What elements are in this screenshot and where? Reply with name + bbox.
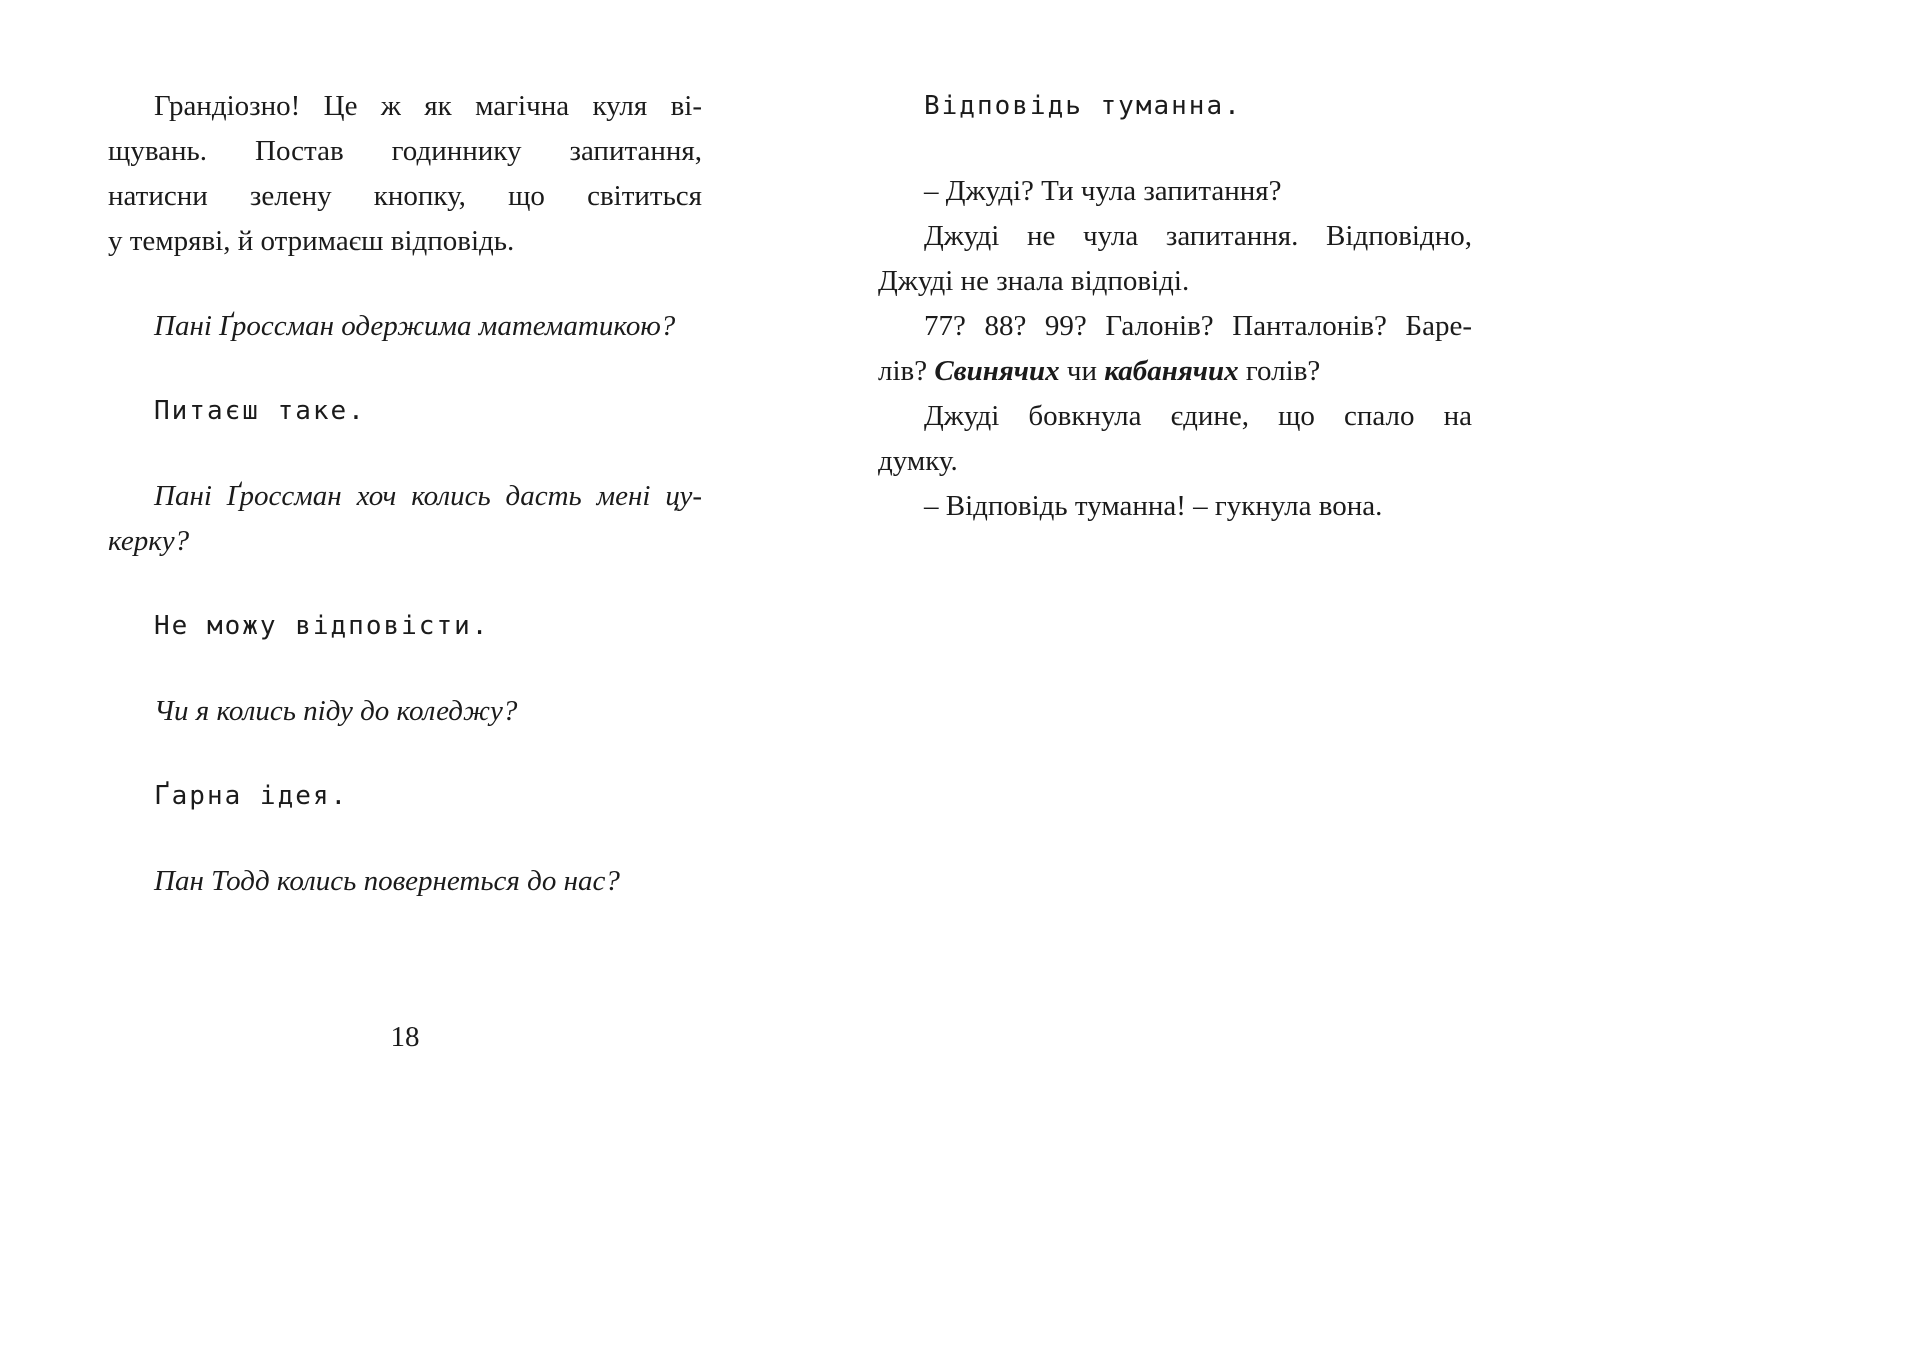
- text-segment: – Відповідь туманна! – гукнула вона.: [924, 490, 1383, 522]
- paragraph-italic: [108, 689, 702, 734]
- text-segment: керку?: [108, 525, 190, 557]
- text-line: [878, 169, 1472, 214]
- paragraph-italic: [108, 474, 702, 564]
- text-segment: Відповідь туманна.: [924, 91, 1242, 121]
- paragraph-body: [878, 214, 1472, 304]
- left-page-text: [108, 84, 702, 904]
- text-line: [878, 259, 1472, 304]
- text-segment: Джуді не чула запитання. Відповідно,: [924, 220, 1472, 252]
- text-line: [108, 129, 702, 174]
- text-segment: Пан Тодд колись повернеться до нас?: [154, 865, 620, 897]
- text-line: [108, 304, 702, 349]
- text-line: [108, 774, 702, 819]
- text-line: [108, 174, 702, 219]
- paragraph-body: [878, 394, 1472, 484]
- text-segment: Ґарна ідея.: [154, 781, 349, 811]
- text-segment: 77? 88? 99? Галонів? Панталонів? Баре-: [924, 310, 1472, 342]
- paragraph-italic: [108, 859, 702, 904]
- text-line: [878, 84, 1472, 129]
- text-segment: чи: [1059, 355, 1105, 387]
- paragraph-mono: [108, 604, 702, 649]
- right-page-text: [878, 84, 1472, 529]
- text-segment: Грандіозно! Це ж як магічна куля ві-: [154, 90, 702, 122]
- text-segment: Не можу відповісти.: [154, 611, 490, 641]
- text-line: [878, 394, 1472, 439]
- text-line: [108, 389, 702, 434]
- text-segment: щувань. Постав годиннику запитання,: [108, 135, 702, 167]
- text-segment: у темряві, й отримаєш відповідь.: [108, 225, 515, 257]
- text-segment: Джуді не знала відповіді.: [878, 265, 1190, 297]
- text-line: [108, 84, 702, 129]
- page-number: 18: [390, 1021, 420, 1053]
- text-line: [108, 689, 702, 734]
- text-line: [108, 474, 702, 519]
- text-line: [108, 519, 702, 564]
- paragraph-body: [878, 304, 1472, 394]
- emphasized-text: кабанячих: [1104, 355, 1239, 387]
- text-segment: Питаєш таке.: [154, 396, 366, 426]
- paragraph-mono: [108, 389, 702, 434]
- text-line: [108, 219, 702, 264]
- text-line: [878, 349, 1472, 394]
- paragraph-mono: [878, 84, 1472, 129]
- text-line: [108, 604, 702, 649]
- text-segment: лів?: [878, 355, 935, 387]
- text-line: [108, 859, 702, 904]
- emphasized-text: Свинячих: [934, 355, 1060, 387]
- text-segment: – Джуді? Ти чула запитання?: [924, 175, 1282, 207]
- text-segment: Джуді бовкнула єдине, що спало на: [924, 400, 1472, 432]
- paragraph-body: [878, 484, 1472, 529]
- paragraph-body: [878, 169, 1472, 214]
- text-line: [878, 484, 1472, 529]
- text-segment: натисни зелену кнопку, що світиться: [108, 180, 702, 212]
- text-segment: думку.: [878, 445, 958, 477]
- paragraph-mono: [108, 774, 702, 819]
- text-segment: Чи я колись піду до коледжу?: [154, 695, 518, 727]
- text-segment: голів?: [1238, 355, 1321, 387]
- text-line: [878, 304, 1472, 349]
- text-segment: Пані Ґроссман одержима математикою?: [154, 310, 676, 342]
- paragraph-italic: [108, 304, 702, 349]
- text-line: [878, 439, 1472, 484]
- text-segment: Пані Ґроссман хоч колись дасть мені цу-: [154, 480, 702, 512]
- text-line: [878, 214, 1472, 259]
- paragraph-body: [108, 84, 702, 264]
